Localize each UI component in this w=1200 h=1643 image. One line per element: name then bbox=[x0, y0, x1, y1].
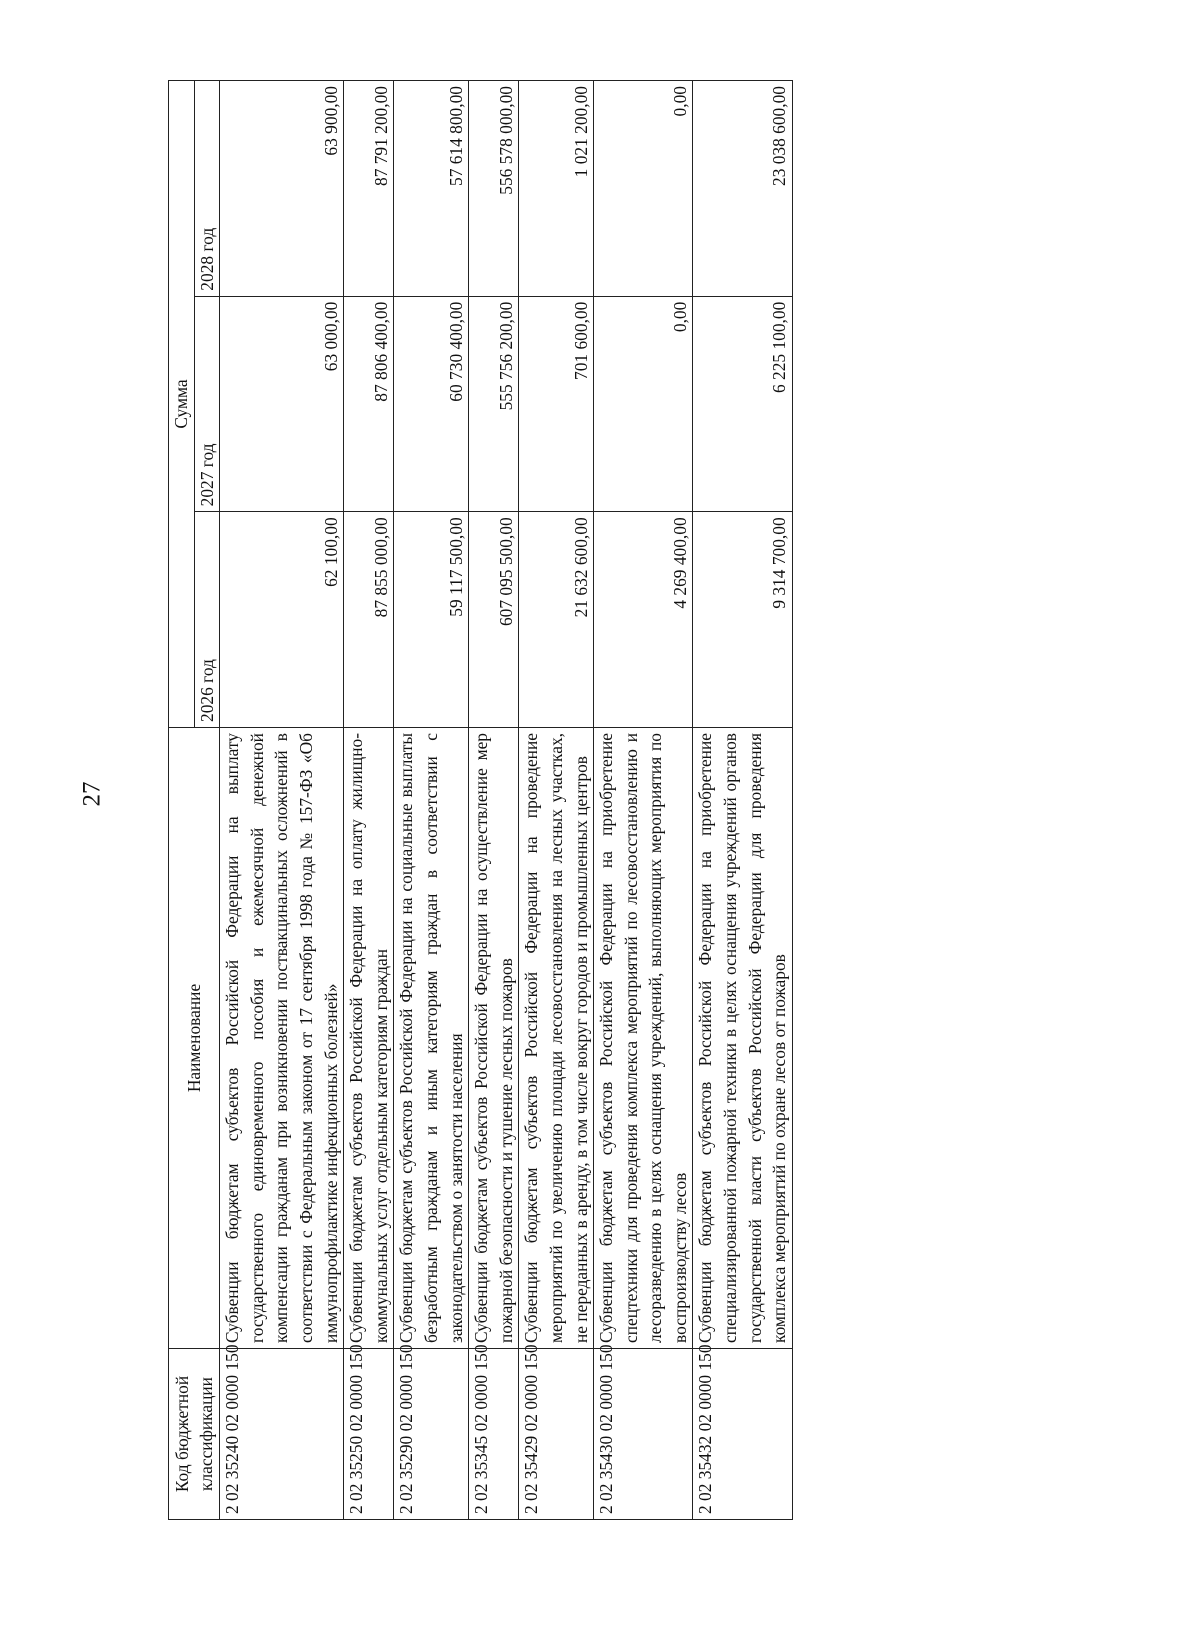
row-code: 2 02 35430 02 0000 150 bbox=[594, 1349, 693, 1520]
row-value-2028: 63 900,00 bbox=[220, 81, 344, 297]
row-value-2027: 63 000,00 bbox=[220, 296, 344, 512]
header-code: Код бюджетной классификации bbox=[169, 1349, 220, 1520]
row-code: 2 02 35432 02 0000 150 bbox=[693, 1349, 792, 1520]
row-value-2027: 60 730 400,00 bbox=[394, 296, 469, 512]
budget-table bbox=[168, 80, 793, 1520]
table-row bbox=[344, 81, 394, 1520]
row-value-2027: 87 806 400,00 bbox=[344, 296, 394, 512]
header-sum: Сумма bbox=[169, 81, 195, 728]
row-value-2028: 23 038 600,00 bbox=[693, 81, 792, 297]
row-code: 2 02 35345 02 0000 150 bbox=[469, 1349, 519, 1520]
row-code: 2 02 35240 02 0000 150 bbox=[220, 1349, 344, 1520]
row-name: Субвенции бюджетам субъектов Российской Федерации на приобретение спецтехники для проведения комплекса мероприятий по лесовосстановлению и лесоразведению в целях оснащения учреждений, выполняющих мероприятия по воспроизводству лесов bbox=[594, 728, 693, 1349]
table-row bbox=[469, 81, 519, 1520]
row-value-2027: 555 756 200,00 bbox=[469, 296, 519, 512]
table-row bbox=[519, 81, 594, 1520]
header-year-2027: 2027 год bbox=[194, 296, 220, 512]
row-code: 2 02 35250 02 0000 150 bbox=[344, 1349, 394, 1520]
row-value-2028: 1 021 200,00 bbox=[519, 81, 594, 297]
row-name: Субвенции бюджетам субъектов Российской Федерации на осуществление мер пожарной безопасности и тушение лесных пожаров bbox=[469, 728, 519, 1349]
row-value-2028: 57 614 800,00 bbox=[394, 81, 469, 297]
row-name: Субвенции бюджетам субъектов Российской Федерации на социальные выплаты безработным гражданам и иным категориям граждан в соответствии с законодательством о занятости населения bbox=[394, 728, 469, 1349]
row-value-2027: 701 600,00 bbox=[519, 296, 594, 512]
row-value-2028: 556 578 000,00 bbox=[469, 81, 519, 297]
table-row bbox=[594, 81, 693, 1520]
header-year-2028: 2028 год bbox=[194, 81, 220, 297]
row-value-2027: 6 225 100,00 bbox=[693, 296, 792, 512]
row-name: Субвенции бюджетам субъектов Российской Федерации на приобретение специализированной пожарной техники в целях оснащения учреждений органов государственной власти субъектов Российской Федерации для проведения комплекса мероприятий по охране лесов от пожаров bbox=[693, 728, 792, 1349]
table-row bbox=[220, 81, 344, 1520]
row-code: 2 02 35290 02 0000 150 bbox=[394, 1349, 469, 1520]
budget-table-sheet bbox=[168, 80, 1098, 1520]
row-value-2026: 4 269 400,00 bbox=[594, 512, 693, 728]
table-row bbox=[693, 81, 792, 1520]
row-value-2027: 0,00 bbox=[594, 296, 693, 512]
row-value-2026: 9 314 700,00 bbox=[693, 512, 792, 728]
header-year-2026: 2026 год bbox=[194, 512, 220, 728]
table-row bbox=[394, 81, 469, 1520]
row-value-2026: 62 100,00 bbox=[220, 512, 344, 728]
row-value-2026: 87 855 000,00 bbox=[344, 512, 394, 728]
header-name: Наименование bbox=[169, 728, 220, 1349]
page-number: 27 bbox=[78, 781, 106, 807]
row-value-2026: 21 632 600,00 bbox=[519, 512, 594, 728]
row-name: Субвенции бюджетам субъектов Российской Федерации на оплату жилищно-коммунальных услуг отдельным категориям граждан bbox=[344, 728, 394, 1349]
row-name: Субвенции бюджетам субъектов Российской Федерации на проведение мероприятий по увеличению площади лесовосстановления на лесных участках, не переданных в аренду, в том числе вокруг городов и промышленных центров bbox=[519, 728, 594, 1349]
row-value-2028: 87 791 200,00 bbox=[344, 81, 394, 297]
row-code: 2 02 35429 02 0000 150 bbox=[519, 1349, 594, 1520]
row-value-2028: 0,00 bbox=[594, 81, 693, 297]
row-name: Субвенции бюджетам субъектов Российской Федерации на выплату государственного единовременного пособия и ежемесячной денежной компенсации гражданам при возникновении поствакцинальных осложнений в соответствии с Федеральным законом от 17 сентября 1998 года № 157-ФЗ «Об иммунопрофилактике инфекционных болезней» bbox=[220, 728, 344, 1349]
row-value-2026: 59 117 500,00 bbox=[394, 512, 469, 728]
table-header-row bbox=[169, 81, 195, 1520]
row-value-2026: 607 095 500,00 bbox=[469, 512, 519, 728]
